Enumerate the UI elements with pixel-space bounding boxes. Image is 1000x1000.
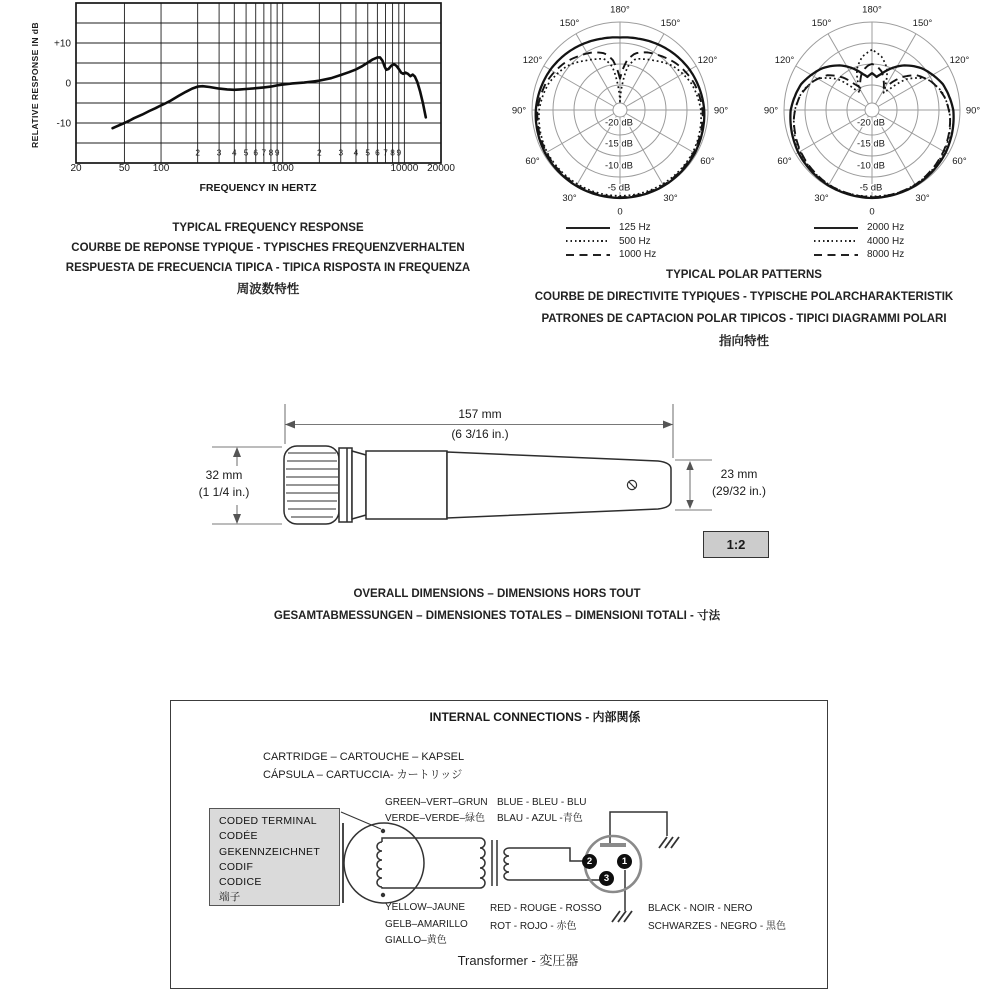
ground-symbol-top: [659, 837, 679, 848]
polar-legend-low: [566, 221, 656, 262]
shield-ground-wire: [610, 812, 667, 843]
polar-pattern-charts: [488, 0, 1000, 218]
cartridge-label-line: CARTRIDGE – CARTOUCHE – KAPSEL: [263, 751, 465, 763]
black-wire-label: [648, 900, 786, 935]
frequency-response-captions: [28, 218, 508, 300]
svg-text:60°: 60°: [700, 156, 715, 167]
svg-text:8: 8: [268, 147, 274, 158]
caption-line: COURBE DE REPONSE TYPIQUE - TYPISCHES FREQUENZVERHALTEN: [71, 242, 465, 254]
svg-text:180°: 180°: [862, 4, 882, 16]
coded-terminal-line: CODÉE: [219, 830, 258, 843]
wire-label-line: VERDE–VERDE–緑色: [385, 813, 486, 824]
coded-terminal-line: CODICE: [219, 876, 262, 889]
svg-text:120°: 120°: [949, 55, 970, 66]
svg-text:90°: 90°: [713, 105, 729, 117]
caption-line: GESAMTABMESSUNGEN – DIMENSIONES TOTALES – DIMENSIONI TOTALI - 寸法: [273, 610, 721, 622]
svg-text:10000: 10000: [390, 163, 419, 174]
xlr-pin-1: 1: [617, 854, 632, 869]
wire-label-line: YELLOW–JAUNE: [385, 902, 466, 913]
legend-label: 1000 Hz: [619, 249, 657, 261]
svg-text:FREQUENCY IN HERTZ: FREQUENCY IN HERTZ: [199, 182, 317, 194]
legend-row: [814, 248, 904, 262]
legend-label: 8000 Hz: [867, 249, 905, 261]
svg-text:7: 7: [383, 147, 388, 158]
svg-text:90°: 90°: [965, 105, 981, 117]
caption-line-cjk: 周波数特性: [236, 282, 300, 296]
solid-line-swatch: [814, 227, 858, 229]
svg-text:50: 50: [118, 163, 130, 174]
internal-connections-title: INTERNAL CONNECTIONS - 内部関係: [429, 710, 641, 724]
svg-text:150°: 150°: [912, 18, 933, 30]
mic-handle: [447, 452, 671, 518]
end-dimension-label: 23 mm: [720, 467, 758, 481]
legend-row: [566, 235, 656, 249]
legend-label: 125 Hz: [619, 222, 651, 234]
coded-terminal-box: [209, 808, 340, 906]
dotted-line-swatch: [814, 240, 858, 242]
ground-symbol-bottom: [612, 911, 632, 922]
frequency-response-chart: [0, 0, 470, 212]
transformer-secondary: [504, 848, 509, 880]
caption-line: RESPUESTA DE FRECUENCIA TIPICA - TIPICA RISPOSTA IN FREQUENZA: [65, 262, 471, 274]
svg-text:-20 dB: -20 dB: [605, 117, 633, 129]
svg-text:9: 9: [396, 147, 402, 158]
svg-text:60°: 60°: [952, 156, 967, 167]
svg-text:1000: 1000: [271, 163, 294, 174]
caption-line: TYPICAL FREQUENCY RESPONSE: [172, 222, 364, 234]
yellow-wire-label: [385, 900, 468, 950]
voice-coil: [377, 842, 382, 887]
scale-ratio-box: [703, 531, 769, 558]
svg-text:8: 8: [390, 147, 395, 158]
callout-line: [341, 812, 381, 829]
svg-text:6: 6: [253, 147, 259, 158]
svg-text:-5 dB: -5 dB: [607, 182, 631, 194]
scale-ratio-label: 1:2: [726, 537, 746, 552]
svg-text:30°: 30°: [562, 192, 577, 204]
polar-pattern-captions: [494, 264, 994, 352]
wire-label-line: GELB–AMARILLO: [385, 918, 468, 930]
length-dimension-label-in: (6 3/16 in.): [451, 427, 509, 441]
mic-body: [366, 451, 447, 519]
svg-text:90°: 90°: [763, 105, 779, 117]
svg-text:9: 9: [274, 147, 280, 158]
blue-wire-label: [497, 795, 586, 827]
wire-label-line: BLAU - AZUL -青色: [497, 813, 583, 824]
svg-text:4: 4: [231, 147, 237, 158]
svg-text:150°: 150°: [811, 18, 832, 30]
mic-neck: [352, 451, 366, 519]
red-wire-label: [490, 900, 602, 935]
wire-label-line: GIALLO–黄色: [385, 935, 447, 946]
xlr-shield-bar: [600, 843, 626, 847]
dashed-line-swatch: [814, 254, 858, 256]
coded-terminal-line: 端子: [219, 891, 241, 904]
wire-label-line: BLUE - BLEU - BLU: [497, 797, 587, 808]
end-dimension-label-in: (29/32 in.): [711, 484, 767, 498]
svg-text:30°: 30°: [915, 192, 930, 204]
caption-line: TYPICAL POLAR PATTERNS: [666, 269, 822, 281]
svg-text:150°: 150°: [559, 18, 580, 30]
svg-text:60°: 60°: [777, 156, 792, 167]
svg-text:30°: 30°: [663, 192, 678, 204]
svg-text:90°: 90°: [511, 105, 527, 117]
svg-text:-10 dB: -10 dB: [605, 160, 633, 172]
legend-label: 500 Hz: [619, 235, 651, 247]
coded-terminal-line: GEKENNZEICHNET: [219, 845, 321, 858]
svg-text:3: 3: [338, 147, 344, 158]
svg-text:0: 0: [617, 206, 623, 218]
xlr-pin-3: 3: [599, 871, 614, 886]
svg-text:20000: 20000: [427, 163, 455, 174]
length-dimension-label: 157 mm: [458, 407, 502, 421]
coded-terminal-line: CODED TERMINAL: [219, 815, 317, 827]
diameter-dimension-label: 32 mm: [205, 468, 243, 482]
microphone-outline: [284, 446, 671, 524]
wire-label-line: BLACK - NOIR - NERO: [648, 903, 753, 914]
svg-text:30°: 30°: [814, 192, 829, 204]
svg-text:-15 dB: -15 dB: [605, 138, 633, 150]
svg-text:-5 dB: -5 dB: [859, 182, 883, 194]
svg-text:5: 5: [365, 147, 371, 158]
mic-collar: [339, 448, 352, 522]
svg-text:6: 6: [375, 147, 380, 158]
legend-row: [814, 221, 904, 235]
dimensions-captions: [247, 583, 747, 627]
caption-line: OVERALL DIMENSIONS – DIMENSIONS HORS TOUT: [353, 588, 641, 600]
svg-text:-15 dB: -15 dB: [857, 138, 885, 150]
svg-text:120°: 120°: [697, 55, 718, 66]
svg-text:7: 7: [261, 147, 267, 158]
caption-line: PATRONES DE CAPTACION POLAR TIPICOS - TIPICI DIAGRAMMI POLARI: [541, 313, 947, 325]
wire-label-line: RED - ROUGE - ROSSO: [490, 903, 602, 914]
svg-text:150°: 150°: [660, 18, 681, 30]
polar-legend-high: [814, 221, 904, 262]
transformer-primary: [480, 838, 485, 888]
svg-text:20: 20: [70, 163, 82, 174]
svg-text:2: 2: [317, 147, 322, 158]
svg-text:0: 0: [65, 78, 71, 90]
svg-text:RELATIVE RESPONSE IN dB: RELATIVE RESPONSE IN dB: [30, 21, 40, 149]
diameter-dimension-label-in: (1 1/4 in.): [198, 485, 250, 499]
legend-label: 4000 Hz: [867, 235, 905, 247]
svg-text:-10: -10: [56, 118, 71, 130]
legend-label: 2000 Hz: [867, 222, 905, 234]
svg-text:180°: 180°: [610, 4, 630, 16]
cartridge-circle: [344, 823, 424, 903]
svg-text:+10: +10: [54, 38, 71, 50]
legend-row: [566, 248, 656, 262]
svg-text:4: 4: [353, 147, 359, 158]
svg-text:100: 100: [152, 163, 170, 174]
solid-line-swatch: [566, 227, 610, 229]
svg-text:-10 dB: -10 dB: [857, 160, 885, 172]
svg-text:-20 dB: -20 dB: [857, 117, 885, 129]
legend-row: [814, 235, 904, 249]
wire-label-line: SCHWARZES - NEGRO - 黒色: [648, 920, 786, 932]
caption-line-cjk: 指向特性: [718, 334, 769, 348]
wire-label-line: GREEN–VERT–GRUN: [385, 797, 488, 808]
cartridge-label-line: CÁPSULA – CARTUCCIA- カートリッジ: [263, 769, 463, 781]
svg-text:120°: 120°: [522, 55, 543, 66]
svg-text:3: 3: [216, 147, 222, 158]
coded-terminal-line: CODIF: [219, 860, 254, 873]
caption-line: COURBE DE DIRECTIVITE TYPIQUES - TYPISCHE POLARCHARAKTERISTIK: [534, 291, 954, 303]
legend-row: [566, 221, 656, 235]
svg-text:60°: 60°: [525, 156, 540, 167]
dotted-line-swatch: [566, 240, 610, 242]
svg-text:2: 2: [195, 147, 200, 158]
green-wire-label: [385, 795, 488, 827]
dashed-line-swatch: [566, 254, 610, 256]
svg-text:0: 0: [869, 206, 875, 218]
transformer-label: Transformer - 変圧器: [457, 953, 579, 968]
wire-label-line: ROT - ROJO - 赤色: [490, 920, 577, 932]
xlr-pin-2: 2: [582, 854, 597, 869]
svg-text:120°: 120°: [774, 55, 795, 66]
svg-text:5: 5: [243, 147, 249, 158]
